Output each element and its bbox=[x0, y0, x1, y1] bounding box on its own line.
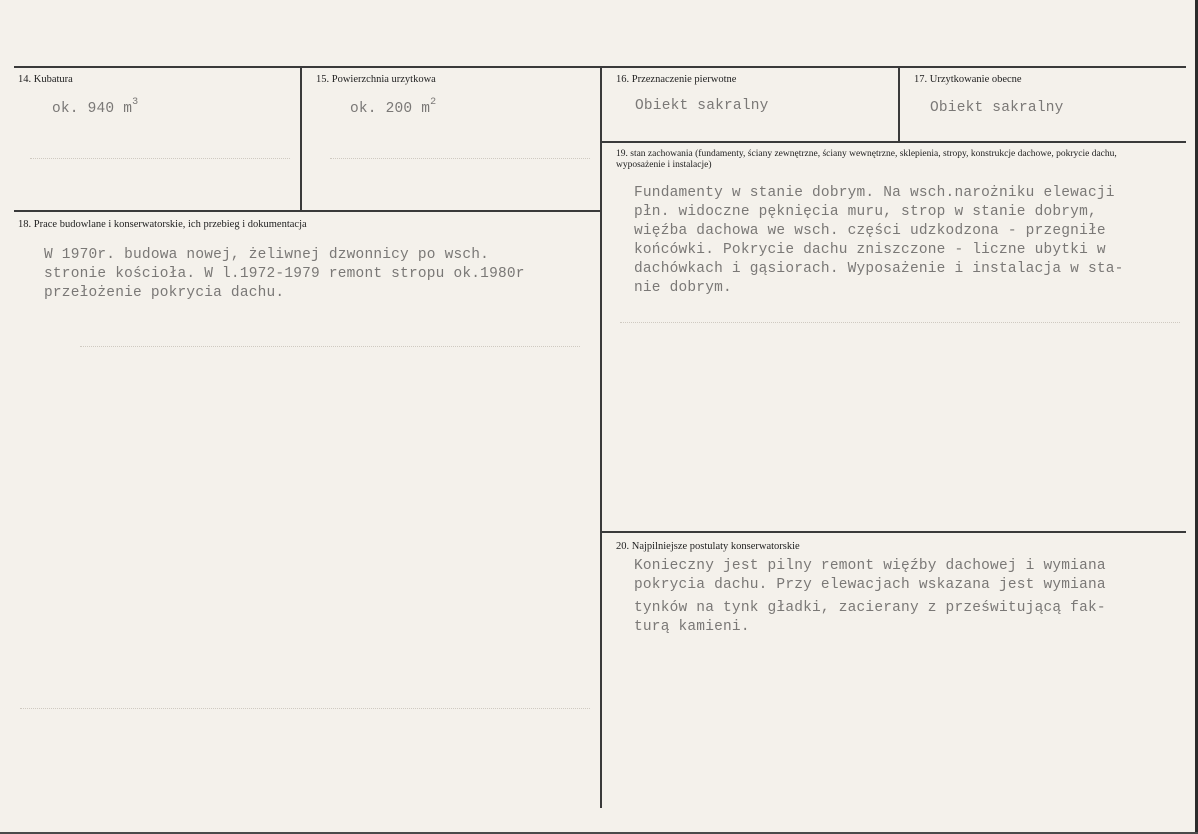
divider-top-left bbox=[14, 210, 602, 212]
field-16-value: Obiekt sakralny bbox=[635, 98, 769, 114]
divider-16-17 bbox=[898, 68, 900, 141]
guide-line bbox=[330, 158, 590, 160]
field-19-line: nie dobrym. bbox=[634, 280, 732, 296]
field-19-line: Fundamenty w stanie dobrym. Na wsch.narożniku elewacji bbox=[634, 185, 1115, 201]
guide-line bbox=[30, 158, 290, 160]
guide-line bbox=[20, 708, 590, 710]
field-14-value-unit-exponent: 3 bbox=[132, 97, 139, 108]
divider-top-right bbox=[602, 141, 1186, 143]
field-17-value: Obiekt sakralny bbox=[930, 100, 1064, 116]
field-20-line: tynków na tynk gładki, zacierany z prześwitującą fak- bbox=[634, 600, 1106, 616]
center-divider bbox=[600, 68, 602, 808]
field-18-line: przełożenie pokrycia dachu. bbox=[44, 285, 285, 301]
divider-19-20 bbox=[602, 531, 1186, 533]
field-15-value-text: ok. 200 m bbox=[350, 100, 431, 117]
field-20-line: pokrycia dachu. Przy elewacjach wskazana jest wymiana bbox=[634, 577, 1106, 593]
field-17-label: 17. Urzytkowanie obecne bbox=[914, 74, 1022, 85]
field-19-line: końcówki. Pokrycie dachu zniszczone - liczne ubytki w bbox=[634, 242, 1106, 258]
field-19-line: dachówkach i gąsiorach. Wyposażenie i instalacja w sta- bbox=[634, 261, 1124, 277]
guide-line bbox=[620, 322, 1180, 324]
field-15-label: 15. Powierzchnia urzytkowa bbox=[316, 74, 436, 85]
field-18-line: stronie kościoła. W l.1972-1979 remont stropu ok.1980r bbox=[44, 266, 525, 282]
field-18-label: 18. Prace budowlane i konserwatorskie, ich przebieg i dokumentacja bbox=[18, 219, 307, 230]
field-19-line: płn. widoczne pęknięcia muru, strop w stanie dobrym, bbox=[634, 204, 1097, 220]
field-15-value-unit-exponent: 2 bbox=[430, 97, 437, 108]
field-14-value-text: ok. 940 m bbox=[52, 100, 133, 117]
guide-line bbox=[80, 346, 580, 348]
field-14-label: 14. Kubatura bbox=[18, 74, 73, 85]
field-20-line: turą kamieni. bbox=[634, 619, 750, 635]
field-15-value bbox=[350, 95, 436, 119]
field-20-label: 20. Najpilniejsze postulaty konserwatorskie bbox=[616, 541, 800, 552]
field-20-line: Konieczny jest pilny remont więźby dachowej i wymiana bbox=[634, 558, 1106, 574]
field-19-label: 19. stan zachowania (fundamenty, ściany zewnętrzne, ściany wewnętrzne, sklepienia, stropy, konstrukcje dachowe, pokrycie dachu, wyposażenie i instalacje) bbox=[616, 149, 1117, 170]
field-19-line: więźba dachowa we wsch. części udzkodzona - przegniłe bbox=[634, 223, 1106, 239]
divider-14-15 bbox=[300, 68, 302, 211]
field-14-value bbox=[52, 95, 138, 119]
field-16-label: 16. Przeznaczenie pierwotne bbox=[616, 74, 737, 85]
field-18-line: W 1970r. budowa nowej, żeliwnej dzwonnicy po wsch. bbox=[44, 247, 490, 263]
